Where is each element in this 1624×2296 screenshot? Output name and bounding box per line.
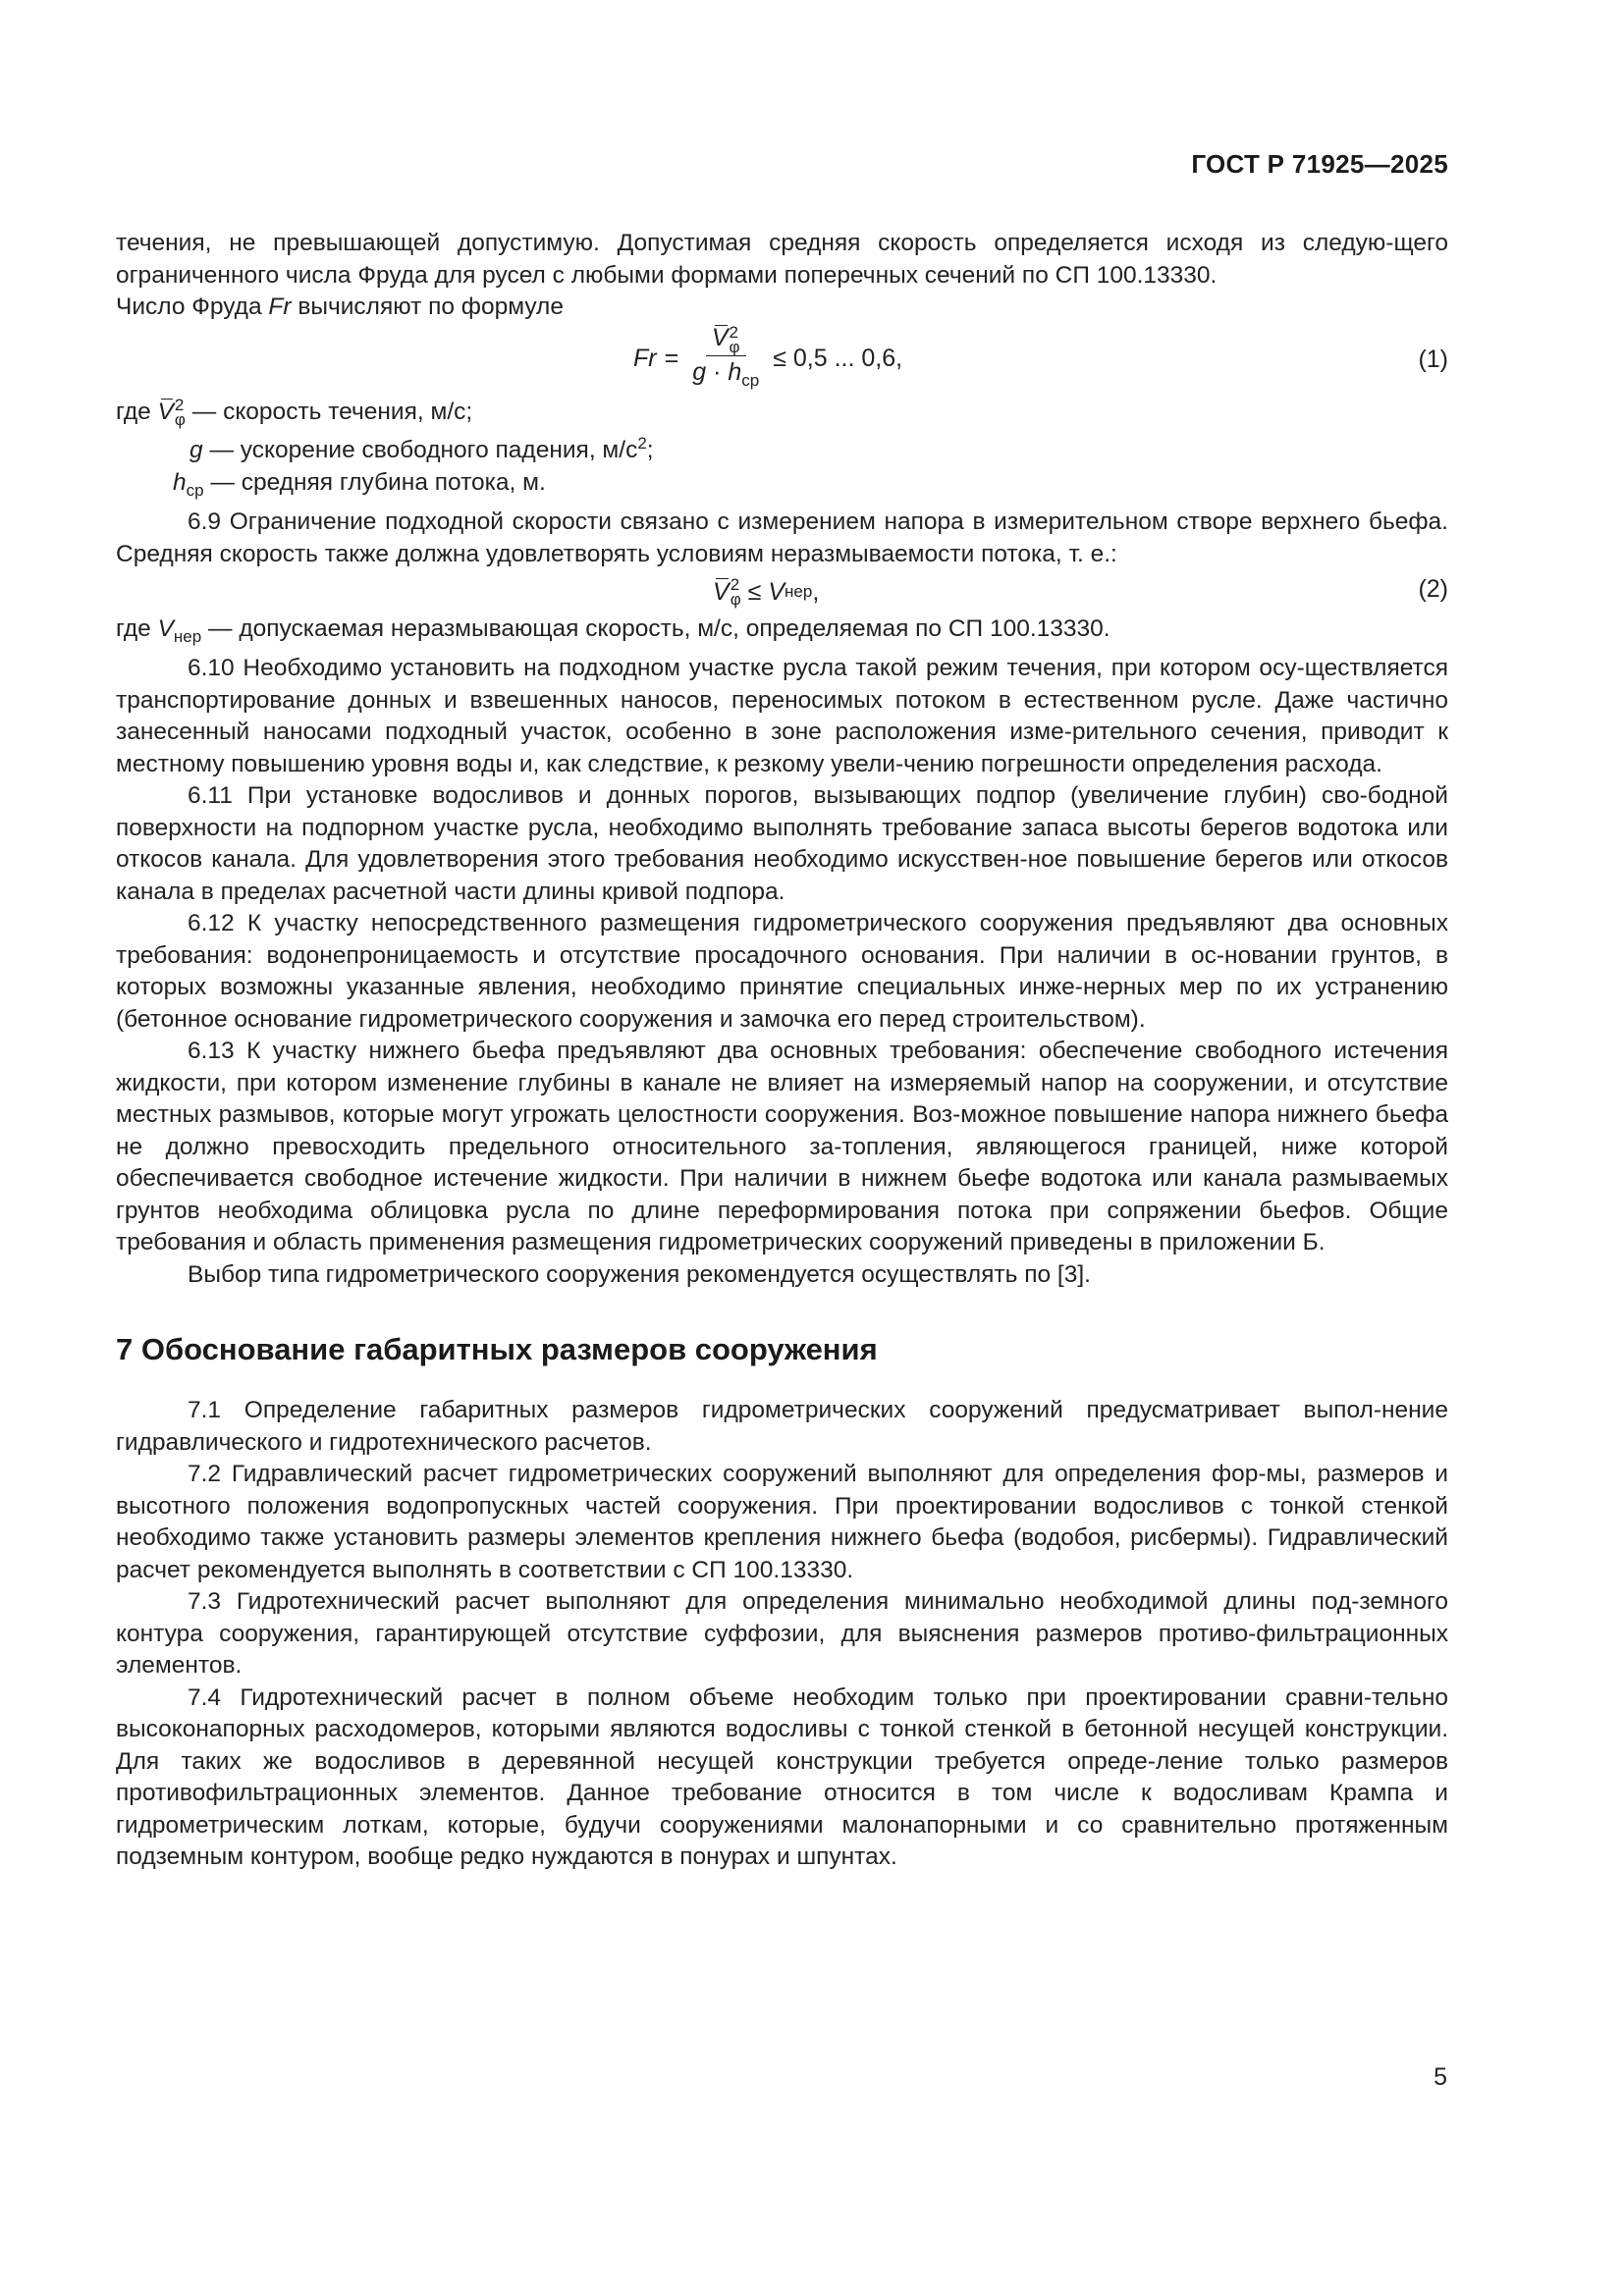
formula-1-equals: = <box>664 345 679 373</box>
paragraph-6-10: 6.10 Необходимо установить на подходном участке русла такой режим течения, при котором осу-ществляется транспортирование донных и взвешенных наносов, переносимых потоком в естественном русле. Даже частично занесенный наносами подходный участок, особенно в зоне расположения изме-рительного сечения, приводит к местному повышению уровня воды и, как следствие, к резкому увели-чению погрешности определения расхода. <box>116 655 1448 777</box>
paragraph-froude-intro: Число Фруда Fr вычисляют по формуле <box>116 294 564 320</box>
where-line-nonscour-velocity: где $V_{нер}$ — допускаемая неразмывающая скорость, м/с, определяемая по СП 100.13330. <box>116 615 1110 646</box>
formula-1-number: (1) <box>1418 345 1448 373</box>
paragraph-7-1: 7.1 Определение габаритных размеров гидрометрических сооружений предусматривает выпол-нение гидравлического и гидротехнического расчетов. <box>116 1397 1448 1456</box>
where-line-velocity: где V 2 φ — скорость течения, м/с; <box>116 396 473 430</box>
paragraph-choice: Выбор типа гидрометрического сооружения рекомендуется осуществлять по [3]. <box>188 1260 1091 1288</box>
formula-2: V 2 φ ≤ V нер , (2) <box>713 575 1448 610</box>
formula-1 <box>116 322 1448 393</box>
where-line-gravity: g — ускорение свободного падения, $м/с^2$; <box>189 434 654 464</box>
paragraph-7-2: 7.2 Гидравлический расчет гидрометрических сооружений выполняют для определения фор-мы, размеров и высотного положения водопропускных частей сооружения. При проектировании водосливов с тонкой стенкой необходимо также установить размеры элементов крепления нижнего бьефа (водобоя, рисбермы). Гидравлический расчет рекомендуется выполнять в соответствии с СП 100.13330. <box>116 1461 1448 1583</box>
formula-1-rhs: ≤ 0,5 ... 0,6, <box>773 345 903 373</box>
formula-2-number: (2) <box>1418 575 1448 604</box>
section-7-heading: 7 Обоснование габаритных размеров сооружения <box>116 1332 878 1367</box>
paragraph-7-4: 7.4 Гидротехнический расчет в полном объеме необходим только при проектировании сравни-тельно высоконапорных расходомеров, которыми являются водосливы с тонкой стенкой в бетонной несущей конструкции. Для таких же водосливов в деревянной несущей конструкции требуется опреде-ление только размеров противофильтрационных элементов. Данное требование относится в том числе к водосливам Крампа и гидрометрическим лоткам, которые, будучи сооружениями малонапорными и со сравнительно протяженным подземным контуром, вообще редко нуждаются в понурах и шпунтах. <box>116 1683 1448 1871</box>
paragraph-6-9: 6.9 Ограничение подходной скорости связано с измерением напора в измерительном створе верхнего бьефа. Средняя скорость также должна удовлетворять условиям неразмываемости потока, т. е.: <box>116 508 1448 567</box>
formula-1-numerator: V 2 φ <box>706 323 746 355</box>
paragraph-6-11: 6.11 При установке водосливов и донных порогов, вызывающих подпор (увеличение глубин) сво-бодной поверхности на подпорном участке русла, необходимо выполнять требование запаса высоты берегов водотока или откосов канала. Для удовлетворения этого требования необходимо искусствен-ное повышение берегов или откосов канала в пределах расчетной части длины кривой подпора. <box>116 782 1448 905</box>
page-number: 5 <box>1434 2063 1447 2091</box>
paragraph-6-12: 6.12 К участку непосредственного размещения гидрометрического сооружения предъявляют два основных требования: водонепроницаемость и отсутствие просадочного основания. При наличии в ос-новании грунтов, в которых возможны указанные явления, необходимо принятие специальных инже-нерных мер по их устранению (бетонное основание гидрометрического сооружения и замочка его перед строительством). <box>116 910 1448 1033</box>
page-content <box>116 228 1448 1874</box>
where-line-depth: $h_{ср}$ — средняя глубина потока, м. <box>173 468 546 500</box>
formula-1-denominator: $g \cdot h_{ср}$ <box>692 357 760 390</box>
paragraph-6-13: 6.13 К участку нижнего бьефа предъявляют два основных требования: обеспечение свободного истечения жидкости, при котором изменение глубины в канале не влияет на измеряемый напор на сооружении, и отсутствие местных размывов, которые могут угрожать целостности сооружения. Воз-можное повышение напора нижнего бьефа не должно превосходить предельного относительного за-топления, являющегося границей, ниже которой обеспечивается свободное истечение жидкости. При наличии в нижнем бьефе водотока или канала размываемых грунтов необходима облицовка русла по длине переформирования потока при сопряжении бьефов. Общие требования и область применения размещения гидрометрических сооружений приведены в приложении Б. <box>116 1038 1448 1256</box>
formula-1-lhs: Fr <box>633 345 657 373</box>
paragraph-intro: течения, не превышающей допустимую. Допустимая средняя скорость определяется исходя из следую-щего ограниченного числа Фруда для русел с любыми формами поперечных сечений по СП 100.13330. <box>116 230 1448 289</box>
document-header-id: ГОСТ Р 71925—2025 <box>1191 149 1448 179</box>
formula-1-fraction <box>686 323 765 394</box>
paragraph-7-3: 7.3 Гидротехнический расчет выполняют для определения минимально необходимой длины под-земного контура сооружения, гарантирующей отсутствие суффозии, для выяснения размеров противо-фильтрационных элементов. <box>116 1588 1448 1680</box>
